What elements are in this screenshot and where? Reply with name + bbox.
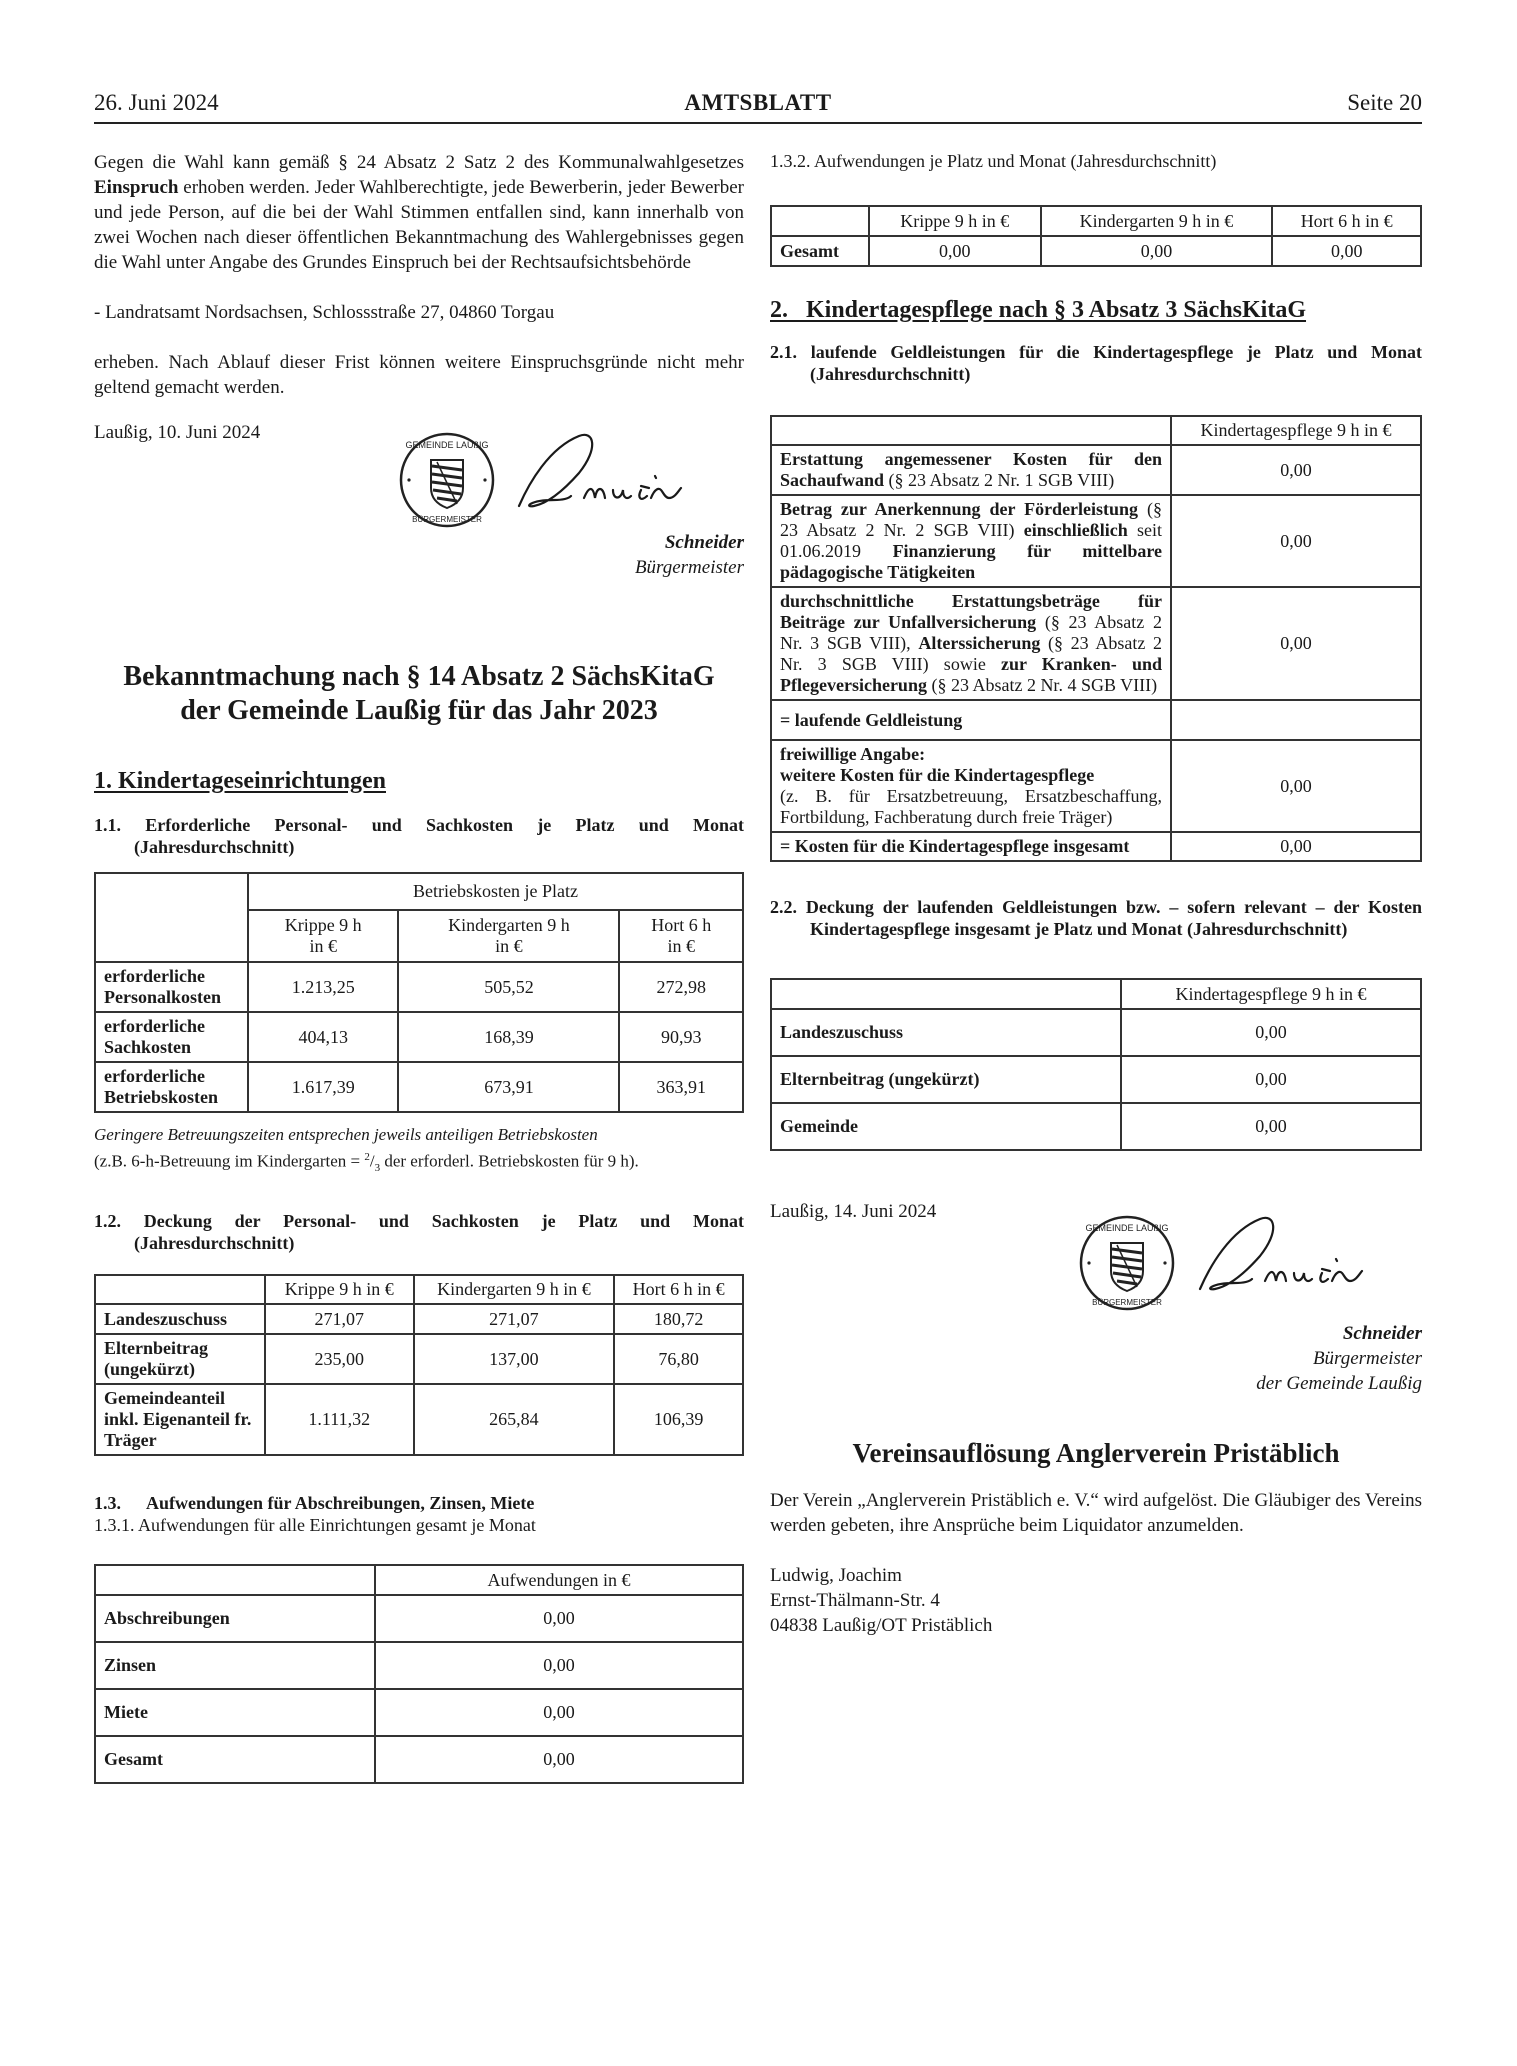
municipal-seal-icon	[397, 430, 497, 530]
column-header: Hort 6 h in €	[619, 910, 743, 962]
objection-paragraph: Gegen die Wahl kann gemäß § 24 Absatz 2 Satz 2 des Kommunalwahlgesetzes Einspruch erhoben werden. Jeder Wahlberechtigte, jede Bewerberin, jeder Bewerber und jede Person, auf die bei der Wahl Stimmen entfallen sind, kann innerhalb von zwei Wochen nach dieser öffentlichen Bekanntmachung des Wahlergebnisses gegen die Wahl unter Angabe des Grundes Einspruch bei der Rechtsaufsichtsbehörde	[94, 152, 744, 273]
svg-text:GEMEINDE LAUßIG: GEMEINDE LAUßIG	[1085, 1223, 1169, 1233]
liquidator-name: Ludwig, Joachim	[770, 1565, 902, 1586]
signatory	[1256, 1321, 1422, 1396]
signature-icon	[1190, 1211, 1390, 1301]
left-column	[94, 150, 744, 1784]
signature-block-1	[94, 420, 744, 580]
section-2-1-heading: 2.1. laufende Geldleistungen für die Kindertagespflege je Platz und Monat (Jahresdurchschnitt)	[770, 342, 1422, 384]
signatory-role: Bürgermeister	[634, 557, 744, 578]
table-row: Gesamt 0,00 0,00 0,00	[771, 236, 1421, 266]
table-row: Landeszuschuss 0,00	[771, 1009, 1421, 1056]
table-2-1-payments	[770, 415, 1422, 862]
table-row: Miete 0,00	[95, 1689, 743, 1736]
table-row: Landeszuschuss 271,07 271,07 180,72	[95, 1304, 743, 1334]
table-1-3-1-expenses	[94, 1564, 744, 1784]
signatory	[635, 530, 744, 580]
place-date: Laußig, 14. Juni 2024	[770, 1201, 937, 1222]
row-label: durchschnittliche Erstattungsbeträge für Beiträge zur Unfallversicherung (§ 23 Absatz 2 Nr. 3 SGB VIII), Alterssicherung (§ 23 Absatz 2 Nr. 3 SGB VIII) sowie zur Kranken- und Pflegeversicherung (§ 23 Absatz 2 Nr. 4 SGB VIII)	[771, 587, 1171, 700]
signatory-role: Bürgermeister	[1312, 1348, 1422, 1369]
table-row: durchschnittliche Erstattungsbeträge für Beiträge zur Unfallversicherung (§ 23 Absatz 2 Nr. 3 SGB VIII), Alterssicherung (§ 23 Absatz 2 Nr. 3 SGB VIII) sowie zur Kranken- und Pflegeversicherung (§ 23 Absatz 2 Nr. 4 SGB VIII) 0,00	[771, 587, 1421, 700]
table-row: Elternbeitrag (ungekürzt) 0,00	[771, 1056, 1421, 1103]
signature-icon	[509, 428, 709, 518]
row-label: Betrag zur Anerkennung der Förderleistung (§ 23 Absatz 2 Nr. 2 SGB VIII) einschließlich seit 01.06.2019 Finanzierung für mittelbare pädagogische Tätigkeiten	[771, 495, 1171, 587]
table-1-2-coverage	[94, 1274, 744, 1456]
issue-date: 26. Juni 2024	[94, 90, 219, 115]
section-1-1-heading: 1.1. Erforderliche Personal- und Sachkosten je Platz und Monat (Jahresdurchschnitt)	[94, 815, 744, 857]
row-label: freiwillige Angabe: weitere Kosten für die Kindertagespflege (z. B. für Ersatzbetreuung, Ersatzbeschaffung, Fortbildung, Fachberatung durch freie Träger)	[771, 740, 1171, 832]
table-row	[771, 700, 1421, 740]
column-header: Aufwendungen in €	[375, 1565, 743, 1595]
svg-text:BÜRGERMEISTER: BÜRGERMEISTER	[1092, 1298, 1162, 1307]
table-row: Gesamt 0,00	[95, 1736, 743, 1783]
table-row: freiwillige Angabe: weitere Kosten für die Kindertagespflege (z. B. für Ersatzbetreuung, Ersatzbeschaffung, Fortbildung, Fachberatung durch freie Träger) 0,00	[771, 740, 1421, 832]
row-label: = Kosten für die Kindertagespflege insgesamt	[771, 832, 1171, 861]
column-header: Hort 6 h in €	[1272, 206, 1421, 236]
table-row: Gemeinde 0,00	[771, 1103, 1421, 1150]
column-header: Kindergarten 9 h in €	[398, 910, 619, 962]
place-date: Laußig, 10. Juni 2024	[94, 422, 261, 443]
column-header: Hort 6 h in €	[614, 1275, 743, 1304]
page-header	[94, 88, 1422, 124]
right-column	[770, 150, 1422, 1638]
row-label: Erstattung angemessener Kosten für den Sachaufwand (§ 23 Absatz 2 Nr. 1 SGB VIII)	[771, 445, 1171, 495]
club-dissolution-title: Vereinsauflösung Anglerverein Pristäblich	[852, 1438, 1340, 1468]
table-row: Erstattung angemessener Kosten für den Sachaufwand (§ 23 Absatz 2 Nr. 1 SGB VIII) 0,00	[771, 445, 1421, 495]
svg-text:GEMEINDE LAUßIG: GEMEINDE LAUßIG	[405, 440, 489, 450]
liquidator-city: 04838 Laußig/OT Pristäblich	[770, 1615, 993, 1636]
section-2-2-heading: 2.2. Deckung der laufenden Geldleistungen bzw. – sofern relevant – der Kosten Kindertagespflege insgesamt je Platz und Monat (Jahresdurchschnitt)	[770, 897, 1422, 939]
column-header: Kindergarten 9 h in €	[1041, 206, 1273, 236]
column-header: Kindergarten 9 h in €	[414, 1275, 615, 1304]
section-2-heading: 2. Kindertagespflege nach § 3 Absatz 3 SächsKitaG	[770, 297, 1307, 323]
table-row: Zinsen 0,00	[95, 1642, 743, 1689]
club-dissolution-body: Der Verein „Anglerverein Pristäblich e. V.“ wird aufgelöst. Die Gläubiger des Vereins werden gebeten, ihre Ansprüche beim Liquidator anzumelden.	[770, 1490, 1422, 1536]
signature-block-2	[770, 1199, 1422, 1404]
table-1-1-footnote: Geringere Betreuungszeiten entsprechen jeweils anteiligen Betriebskosten (z.B. 6-h-Betreuung im Kindergarten = $^2/_3$ der erforderl. Betriebskosten für 9 h).	[94, 1125, 639, 1175]
signatory-name: Schneider	[664, 532, 744, 553]
table-row: erforderliche Sachkosten 404,13 168,39 90,93	[95, 1012, 743, 1062]
table-row: Gemeindeanteil inkl. Eigenanteil fr. Träger 1.111,32 265,84 106,39	[95, 1384, 743, 1455]
publication-title: AMTSBLATT	[684, 90, 832, 115]
table-1-1-costs	[94, 872, 744, 1113]
table-row: = Kosten für die Kindertagespflege insgesamt 0,00	[771, 832, 1421, 861]
column-header: Krippe 9 h in €	[265, 1275, 414, 1304]
section-1-heading: 1. Kindertageseinrichtungen	[94, 768, 386, 794]
section-1-3-heading: 1.3. Aufwendungen für Abschreibungen, Zinsen, Miete	[94, 1493, 535, 1514]
section-1-3-1-heading: 1.3.1. Aufwendungen für alle Einrichtungen gesamt je Monat	[94, 1515, 536, 1536]
deadline-paragraph: erheben. Nach Ablauf dieser Frist können weitere Einspruchsgründe nicht mehr geltend gemacht werden.	[94, 352, 744, 398]
authority-address: - Landratsamt Nordsachsen, Schlossstraße 27, 04860 Torgau	[94, 302, 555, 323]
table-row: Abschreibungen 0,00	[95, 1595, 743, 1642]
column-header: Kindertagespflege 9 h in €	[1121, 979, 1421, 1009]
row-label: = laufende Geldleistung	[771, 700, 1171, 740]
table-row: erforderliche Betriebskosten 1.617,39 673,91 363,91	[95, 1062, 743, 1112]
table-row: erforderliche Personalkosten 1.213,25 505,52 272,98	[95, 962, 743, 1012]
group-header: Betriebskosten je Platz	[248, 873, 743, 910]
page-number: Seite 20	[1347, 90, 1422, 115]
column-header: Kindertagespflege 9 h in €	[1171, 416, 1421, 445]
section-1-2-heading: 1.2. Deckung der Personal- und Sachkosten je Platz und Monat (Jahresdurchschnitt)	[94, 1211, 744, 1254]
column-header: Krippe 9 h in €	[869, 206, 1041, 236]
table-1-3-2-expenses-per-place	[770, 205, 1422, 267]
signatory-org: der Gemeinde Laußig	[1256, 1373, 1422, 1394]
table-row: Elternbeitrag (ungekürzt) 235,00 137,00 76,80	[95, 1334, 743, 1384]
svg-text:BÜRGERMEISTER: BÜRGERMEISTER	[412, 515, 482, 524]
column-header: Krippe 9 h in €	[248, 910, 398, 962]
signatory-name: Schneider	[1342, 1323, 1422, 1344]
kita-notice-title: Bekanntmachung nach § 14 Absatz 2 SächsKitaG der Gemeinde Laußig für das Jahr 2023	[123, 661, 715, 726]
table-row: Betrag zur Anerkennung der Förderleistung (§ 23 Absatz 2 Nr. 2 SGB VIII) einschließlich seit 01.06.2019 Finanzierung für mittelbare pädagogische Tätigkeiten 0,00	[771, 495, 1421, 587]
municipal-seal-icon	[1077, 1213, 1177, 1313]
section-1-3-2-heading: 1.3.2. Aufwendungen je Platz und Monat (Jahresdurchschnitt)	[770, 151, 1217, 171]
liquidator-street: Ernst-Thälmann-Str. 4	[770, 1590, 940, 1611]
table-2-2-coverage	[770, 978, 1422, 1151]
